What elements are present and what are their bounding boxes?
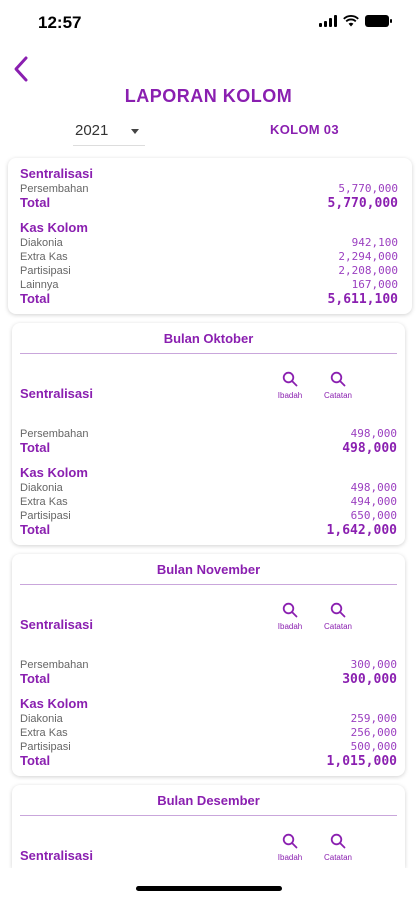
total-value: 1,015,000	[326, 754, 397, 769]
row-label: Diakonia	[20, 713, 63, 725]
catatan-button[interactable]	[316, 371, 360, 400]
row-value: 2,208,000	[338, 264, 398, 277]
wifi-icon	[343, 15, 359, 27]
kas-row	[20, 481, 397, 494]
total-value: 300,000	[342, 672, 397, 687]
status-time: 12:57	[38, 13, 82, 32]
row-value: 300,000	[350, 658, 397, 671]
month-title: Bulan November	[156, 562, 261, 577]
total-label: Total	[20, 522, 51, 537]
total-label: Total	[20, 291, 51, 306]
row-value: 498,000	[350, 481, 397, 494]
row-value: 2,294,000	[338, 250, 398, 263]
ibadah-label: Ibadah	[277, 853, 303, 862]
kas-row	[20, 495, 397, 508]
total-value: 5,770,000	[327, 196, 398, 211]
year-value: 2021	[75, 122, 109, 139]
caret-down-icon	[131, 129, 139, 134]
summary-kas-row	[20, 250, 398, 263]
row-value: 494,000	[350, 495, 397, 508]
row-value: 650,000	[350, 509, 397, 522]
sentralisasi-total-row	[20, 671, 397, 687]
ibadah-label: Ibadah	[277, 622, 303, 631]
row-label: Partisipasi	[20, 741, 71, 753]
search-icon	[282, 602, 298, 618]
total-value: 1,642,000	[326, 523, 397, 538]
sentralisasi-total-row	[20, 440, 397, 456]
bottom-safe-area	[0, 868, 417, 900]
summary-kas-title: Kas Kolom	[20, 220, 88, 235]
row-value: 167,000	[351, 278, 398, 291]
month-card-oktober	[12, 323, 405, 545]
month-divider	[20, 815, 397, 816]
search-icon	[330, 602, 346, 618]
status-bar	[0, 0, 417, 44]
kas-row	[20, 712, 397, 725]
row-value: 5,770,000	[338, 182, 398, 195]
back-button[interactable]	[10, 55, 32, 83]
summary-persembahan-row	[20, 182, 398, 195]
catatan-button[interactable]	[316, 833, 360, 862]
row-label: Persembahan	[20, 428, 89, 440]
summary-kas-row	[20, 264, 398, 277]
search-icon	[282, 833, 298, 849]
persembahan-row	[20, 427, 397, 440]
cellular-signal-icon	[319, 15, 337, 27]
kas-total-row	[20, 522, 397, 538]
sentralisasi-title: Sentralisasi	[20, 617, 93, 632]
row-label: Partisipasi	[20, 510, 71, 522]
summary-sentralisasi-title: Sentralisasi	[20, 166, 93, 181]
row-label: Persembahan	[20, 659, 89, 671]
catatan-label: Catatan	[323, 391, 353, 400]
total-label: Total	[20, 671, 51, 686]
kas-row	[20, 726, 397, 739]
status-icons	[319, 15, 389, 27]
chevron-left-icon	[10, 55, 32, 83]
summary-card	[8, 158, 412, 314]
row-label: Extra Kas	[20, 496, 68, 508]
catatan-label: Catatan	[323, 853, 353, 862]
row-label: Extra Kas	[20, 727, 68, 739]
total-value: 5,611,100	[327, 292, 398, 307]
home-indicator[interactable]	[136, 886, 282, 891]
catatan-button[interactable]	[316, 602, 360, 631]
page-title: LAPORAN KOLOM	[124, 86, 293, 106]
row-label: Persembahan	[20, 183, 89, 195]
row-label: Partisipasi	[20, 265, 71, 277]
search-icon	[330, 833, 346, 849]
kolom-label: KOLOM 03	[270, 122, 339, 137]
persembahan-row	[20, 658, 397, 671]
year-dropdown[interactable]	[73, 118, 145, 146]
row-label: Diakonia	[20, 237, 63, 249]
total-label: Total	[20, 195, 51, 210]
month-card-desember	[12, 785, 405, 868]
sentralisasi-title: Sentralisasi	[20, 848, 93, 863]
summary-kas-row	[20, 278, 398, 291]
summary-kas-row	[20, 236, 398, 249]
kas-row	[20, 740, 397, 753]
total-value: 498,000	[342, 441, 397, 456]
row-value: 259,000	[350, 712, 397, 725]
month-title: Bulan Desember	[157, 793, 260, 808]
kas-kolom-title: Kas Kolom	[20, 696, 88, 711]
row-value: 500,000	[350, 740, 397, 753]
ibadah-button[interactable]	[268, 371, 312, 400]
kas-row	[20, 509, 397, 522]
total-label: Total	[20, 440, 51, 455]
summary-kas-total-row	[20, 291, 398, 307]
ibadah-label: Ibadah	[277, 391, 303, 400]
row-value: 256,000	[350, 726, 397, 739]
sentralisasi-title: Sentralisasi	[20, 386, 93, 401]
month-title: Bulan Oktober	[163, 331, 254, 346]
search-icon	[282, 371, 298, 387]
row-label: Diakonia	[20, 482, 63, 494]
row-label: Extra Kas	[20, 251, 68, 263]
battery-icon	[365, 15, 389, 27]
month-card-november	[12, 554, 405, 776]
search-icon	[330, 371, 346, 387]
row-value: 498,000	[350, 427, 397, 440]
row-value: 942,100	[351, 236, 398, 249]
month-divider	[20, 584, 397, 585]
summary-sentralisasi-total-row	[20, 195, 398, 211]
month-divider	[20, 353, 397, 354]
ibadah-button[interactable]	[268, 833, 312, 862]
kas-kolom-title: Kas Kolom	[20, 465, 88, 480]
total-label: Total	[20, 753, 51, 768]
catatan-label: Catatan	[323, 622, 353, 631]
ibadah-button[interactable]	[268, 602, 312, 631]
kas-total-row	[20, 753, 397, 769]
row-label: Lainnya	[20, 279, 59, 291]
